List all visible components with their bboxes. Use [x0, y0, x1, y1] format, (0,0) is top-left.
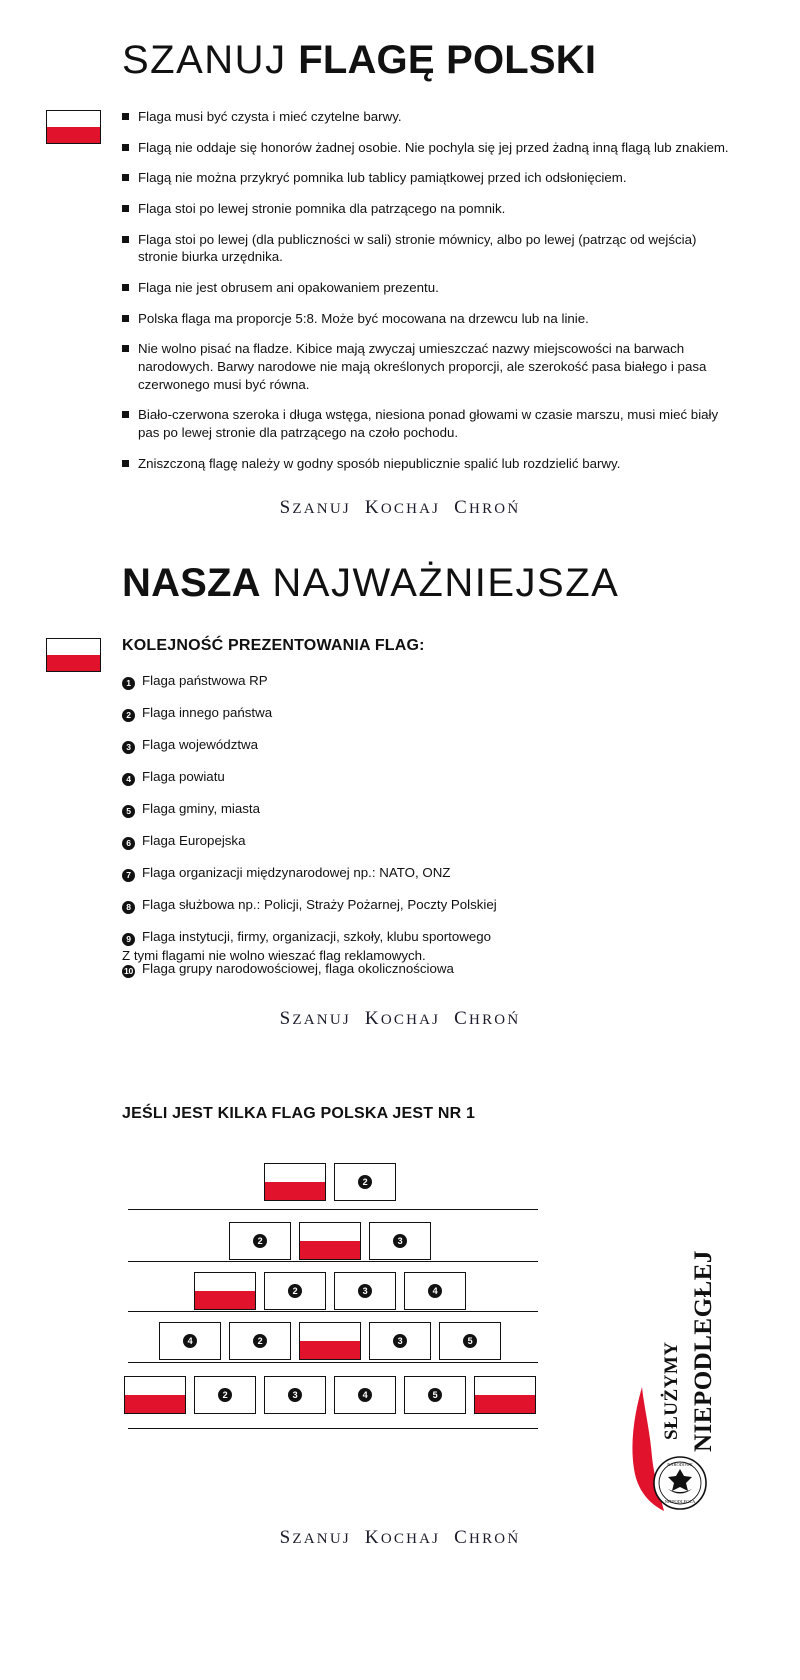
flag-red-stripe: [195, 1291, 255, 1309]
sig-rest-3: HROŃ: [469, 501, 521, 517]
flag-order-label: Flaga innego państwa: [142, 705, 273, 720]
flag-red-stripe: [265, 1182, 325, 1200]
slot-number-badge: 2: [218, 1388, 232, 1402]
svg-text:NARODOWE: NARODOWE: [667, 1462, 693, 1467]
sig-rest-3: HROŃ: [469, 1012, 521, 1028]
rule-item: Flaga stoi po lewej stronie pomnika dla patrzącego na pomnik.: [122, 200, 734, 218]
flag-red-stripe: [300, 1241, 360, 1259]
eagle-emblem-icon: [612, 1385, 722, 1515]
diagram-flag-slot: [439, 1322, 501, 1360]
diagram-flag-slot: [264, 1272, 326, 1310]
sig-rest-3: HROŃ: [469, 1531, 521, 1547]
diagram-polish-flag: [299, 1222, 361, 1260]
sig-cap-1: S: [279, 1008, 293, 1029]
flag-white-stripe: [300, 1223, 360, 1241]
slot-number-badge: 2: [288, 1284, 302, 1298]
flag-order-label: Flaga instytucji, firmy, organizacji, szkoły, klubu sportowego: [142, 929, 492, 944]
diagram-flag-slot: [404, 1272, 466, 1310]
svg-text:NIEPODLEGŁA: NIEPODLEGŁA: [664, 1499, 696, 1504]
sig-rest-1: ZANUJ: [292, 1531, 351, 1547]
order-number-badge: 4: [122, 773, 135, 786]
section3-subhead: JEŚLI JEST KILKA FLAG POLSKA JEST NR 1: [122, 1105, 476, 1122]
order-number-badge: 9: [122, 933, 135, 946]
diagram-ground-line: [128, 1362, 538, 1363]
flag-white-stripe: [475, 1377, 535, 1395]
sig-cap-1: S: [279, 1527, 293, 1548]
title-bold-part: FLAGĘ POLSKI: [298, 38, 597, 82]
flag-order-label: Flaga państwowa RP: [142, 673, 268, 688]
rule-item: Flaga stoi po lewej (dla publiczności w sali) stronie mównicy, albo po lewej (patrząc od wejścia) stronie biurka urzędnika.: [122, 231, 734, 266]
diagram-polish-flag: [124, 1376, 186, 1414]
diagram-polish-flag: [264, 1163, 326, 1201]
diagram-ground-line: [128, 1209, 538, 1210]
order-number-badge: 3: [122, 741, 135, 754]
diagram-ground-line: [128, 1311, 538, 1312]
rule-item: Zniszczoną flagę należy w godny sposób niepublicznie spalić lub rozdzielić barwy.: [122, 455, 734, 473]
flag-order-label: Flaga służbowa np.: Policji, Straży Pożarnej, Poczty Polskiej: [142, 897, 497, 912]
rule-item: Polska flaga ma proporcje 5:8. Może być mocowana na drzewcu lub na linie.: [122, 310, 734, 328]
diagram-polish-flag: [194, 1272, 256, 1310]
sig-rest-2: OCHAJ: [380, 501, 441, 517]
slot-number-badge: 2: [358, 1175, 372, 1189]
section2-note: Z tymi flagami nie wolno wieszać flag reklamowych.: [122, 948, 426, 963]
flag-white-stripe: [195, 1273, 255, 1291]
diagram-flag-slot: [369, 1322, 431, 1360]
slot-number-badge: 3: [393, 1334, 407, 1348]
brand-sluzymy-text: SŁUŻYMY: [661, 1341, 682, 1440]
slot-number-badge: 2: [253, 1234, 267, 1248]
order-number-badge: 2: [122, 709, 135, 722]
order-number-badge: 7: [122, 869, 135, 882]
rule-item: Nie wolno pisać na fladze. Kibice mają zwyczaj umieszczać nazwy miejscowości na barwach narodowych. Barwy narodowe nie mają określonych proporcji, ale szerokość pasa białego i pasa czerwonego musi być równa.: [122, 340, 734, 393]
diagram-ground-line: [128, 1428, 538, 1429]
rule-item: Flaga musi być czysta i mieć czytelne barwy.: [122, 108, 734, 126]
section2-title-light-part: NAJWAŻNIEJSZA: [272, 561, 620, 605]
diagram-flag-slot: [229, 1222, 291, 1260]
order-number-badge: 5: [122, 805, 135, 818]
flag-white-stripe: [300, 1323, 360, 1341]
brand-niepodleglej-text: NIEPODLEGŁEJ: [690, 1250, 717, 1452]
signature-line-3: [0, 1527, 800, 1549]
slot-number-badge: 4: [358, 1388, 372, 1402]
sig-cap-3: C: [454, 497, 470, 518]
sig-rest-1: ZANUJ: [292, 501, 351, 517]
slot-number-badge: 4: [183, 1334, 197, 1348]
diagram-flag-slot: [334, 1272, 396, 1310]
rule-item: Biało-czerwona szeroka i długa wstęga, niesiona ponad głowami w czasie marszu, musi mieć biały pas po lewej stronie dla patrzącego na czoło pochodu.: [122, 406, 734, 441]
rule-item: Flagą nie można przykryć pomnika lub tablicy pamiątkowej przed ich odsłonięciem.: [122, 169, 734, 187]
order-number-badge: 8: [122, 901, 135, 914]
flag-order-label: Flaga województwa: [142, 737, 259, 752]
slot-number-badge: 3: [358, 1284, 372, 1298]
flag-white-stripe: [265, 1164, 325, 1182]
diagram-flag-slot: [194, 1376, 256, 1414]
slot-number-badge: 5: [428, 1388, 442, 1402]
flag-red-stripe: [475, 1395, 535, 1413]
flag-white-stripe: [125, 1377, 185, 1395]
slot-number-badge: 3: [288, 1388, 302, 1402]
diagram-flag-slot: [369, 1222, 431, 1260]
order-number-badge: 6: [122, 837, 135, 850]
diagram-polish-flag: [299, 1322, 361, 1360]
order-number-badge: 1: [122, 677, 135, 690]
flag-order-label: Flaga gminy, miasta: [142, 801, 260, 816]
diagram-ground-line: [128, 1261, 538, 1262]
flag-order-label: Flaga organizacji międzynarodowej np.: NATO, ONZ: [142, 865, 451, 880]
diagram-flag-slot: [334, 1163, 396, 1201]
flag-red-stripe: [125, 1395, 185, 1413]
flag-order-label: Flaga powiatu: [142, 769, 225, 784]
sig-rest-1: ZANUJ: [292, 1012, 351, 1028]
slot-number-badge: 3: [393, 1234, 407, 1248]
diagram-flag-slot: [334, 1376, 396, 1414]
diagram-flag-slot: [159, 1322, 221, 1360]
order-number-badge: 10: [122, 965, 135, 978]
sig-cap-3: C: [454, 1008, 470, 1029]
rule-item: Flaga nie jest obrusem ani opakowaniem prezentu.: [122, 279, 734, 297]
flag-red-stripe: [300, 1341, 360, 1359]
diagram-flag-slot: [404, 1376, 466, 1414]
flag-order-label: Flaga grupy narodowościowej, flaga okolicznościowa: [142, 961, 454, 976]
sig-cap-2: K: [364, 497, 381, 518]
title-light-part: SZANUJ: [122, 38, 287, 82]
slot-number-badge: 4: [428, 1284, 442, 1298]
diagram-polish-flag: [474, 1376, 536, 1414]
slot-number-badge: 2: [253, 1334, 267, 1348]
sig-cap-3: C: [454, 1527, 470, 1548]
slot-number-badge: 5: [463, 1334, 477, 1348]
sig-cap-2: K: [364, 1008, 381, 1029]
sig-cap-1: S: [279, 497, 293, 518]
diagram-flag-slot: [229, 1322, 291, 1360]
rule-item: Flagą nie oddaje się honorów żadnej osobie. Nie pochyla się jej przed żadną inną flagą lub znakiem.: [122, 139, 734, 157]
section2-title-bold-part: NASZA: [122, 561, 261, 605]
sig-rest-2: OCHAJ: [380, 1012, 441, 1028]
sig-cap-2: K: [364, 1527, 381, 1548]
diagram-flag-slot: [264, 1376, 326, 1414]
section2-subhead: KOLEJNOŚĆ PREZENTOWANIA FLAG:: [122, 637, 425, 654]
sig-rest-2: OCHAJ: [380, 1531, 441, 1547]
flag-order-label: Flaga Europejska: [142, 833, 246, 848]
